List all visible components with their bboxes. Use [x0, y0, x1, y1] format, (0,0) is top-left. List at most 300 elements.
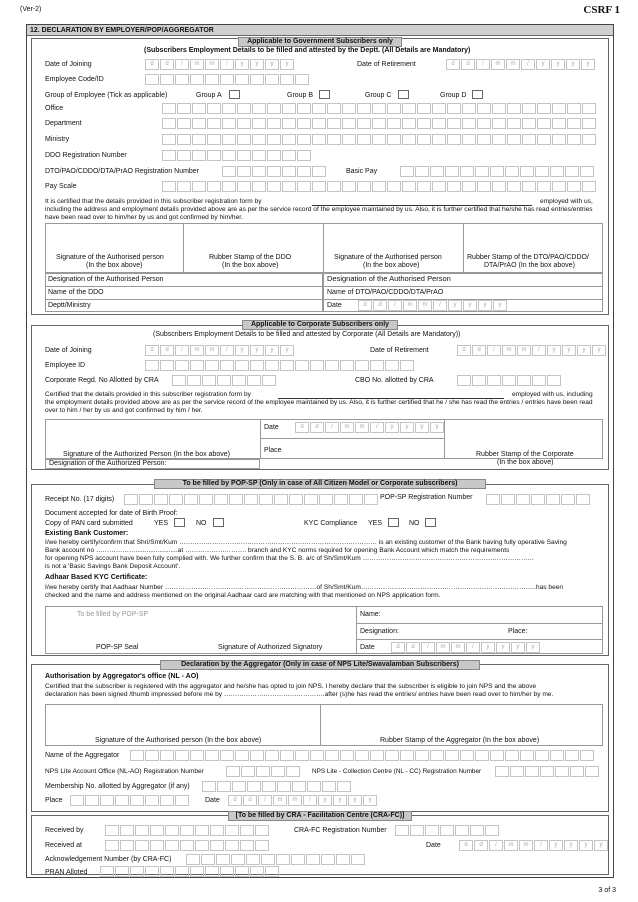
- char-cell[interactable]: [265, 360, 279, 371]
- char-cell[interactable]: [192, 150, 206, 161]
- cra-date-field[interactable]: [459, 840, 609, 851]
- char-cell[interactable]: [274, 494, 288, 505]
- date-char-cell[interactable]: /: [325, 422, 339, 433]
- char-cell[interactable]: [535, 750, 549, 761]
- char-cell[interactable]: [289, 494, 303, 505]
- char-cell[interactable]: [312, 134, 326, 145]
- char-cell[interactable]: [582, 181, 596, 192]
- char-cell[interactable]: [217, 375, 231, 386]
- gov-dor-field[interactable]: [446, 59, 596, 70]
- date-char-cell[interactable]: y: [333, 795, 347, 806]
- date-char-cell[interactable]: m: [205, 59, 219, 70]
- char-cell[interactable]: [190, 750, 204, 761]
- gov-department-field[interactable]: [162, 118, 597, 129]
- char-cell[interactable]: [355, 360, 369, 371]
- date-char-cell[interactable]: y: [526, 642, 540, 653]
- char-cell[interactable]: [292, 781, 306, 792]
- cra-received-by-field[interactable]: [105, 825, 270, 836]
- date-char-cell[interactable]: m: [504, 840, 518, 851]
- date-char-cell[interactable]: d: [446, 59, 460, 70]
- char-cell[interactable]: [342, 134, 356, 145]
- date-char-cell[interactable]: y: [265, 59, 279, 70]
- char-cell[interactable]: [297, 166, 311, 177]
- char-cell[interactable]: [565, 166, 579, 177]
- char-cell[interactable]: [202, 375, 216, 386]
- char-cell[interactable]: [547, 375, 561, 386]
- char-cell[interactable]: [580, 750, 594, 761]
- gov-ministry-field[interactable]: [162, 134, 597, 145]
- date-char-cell[interactable]: m: [506, 59, 520, 70]
- date-char-cell[interactable]: d: [145, 59, 159, 70]
- date-char-cell[interactable]: y: [581, 59, 595, 70]
- char-cell[interactable]: [532, 375, 546, 386]
- char-cell[interactable]: [145, 795, 159, 806]
- char-cell[interactable]: [280, 74, 294, 85]
- date-char-cell[interactable]: d: [228, 795, 242, 806]
- char-cell[interactable]: [255, 825, 269, 836]
- char-cell[interactable]: [282, 166, 296, 177]
- char-cell[interactable]: [162, 103, 176, 114]
- char-cell[interactable]: [357, 134, 371, 145]
- char-cell[interactable]: [570, 766, 584, 777]
- char-cell[interactable]: [162, 118, 176, 129]
- char-cell[interactable]: [477, 134, 491, 145]
- gov-ddo-reg-field[interactable]: [162, 150, 312, 161]
- char-cell[interactable]: [475, 166, 489, 177]
- char-cell[interactable]: [507, 134, 521, 145]
- char-cell[interactable]: [162, 134, 176, 145]
- char-cell[interactable]: [237, 166, 251, 177]
- char-cell[interactable]: [207, 103, 221, 114]
- char-cell[interactable]: [312, 103, 326, 114]
- char-cell[interactable]: [552, 118, 566, 129]
- char-cell[interactable]: [295, 750, 309, 761]
- date-char-cell[interactable]: /: [487, 345, 501, 356]
- char-cell[interactable]: [395, 825, 409, 836]
- char-cell[interactable]: [565, 750, 579, 761]
- date-char-cell[interactable]: /: [175, 59, 189, 70]
- date-char-cell[interactable]: /: [476, 59, 490, 70]
- char-cell[interactable]: [537, 134, 551, 145]
- char-cell[interactable]: [430, 166, 444, 177]
- char-cell[interactable]: [522, 181, 536, 192]
- char-cell[interactable]: [567, 103, 581, 114]
- char-cell[interactable]: [261, 854, 275, 865]
- agg-membership-field[interactable]: [202, 781, 352, 792]
- char-cell[interactable]: [282, 150, 296, 161]
- date-char-cell[interactable]: d: [295, 422, 309, 433]
- char-cell[interactable]: [325, 750, 339, 761]
- char-cell[interactable]: [217, 781, 231, 792]
- char-cell[interactable]: [175, 74, 189, 85]
- gov-pay-scale-field[interactable]: [162, 181, 597, 192]
- date-char-cell[interactable]: y: [562, 345, 576, 356]
- char-cell[interactable]: [195, 825, 209, 836]
- char-cell[interactable]: [472, 375, 486, 386]
- date-char-cell[interactable]: y: [566, 59, 580, 70]
- char-cell[interactable]: [250, 750, 264, 761]
- date-char-cell[interactable]: m: [273, 795, 287, 806]
- char-cell[interactable]: [145, 360, 159, 371]
- char-cell[interactable]: [207, 134, 221, 145]
- char-cell[interactable]: [550, 166, 564, 177]
- char-cell[interactable]: [276, 854, 290, 865]
- char-cell[interactable]: [337, 781, 351, 792]
- gov-basic-pay-field[interactable]: [400, 166, 595, 177]
- date-char-cell[interactable]: y: [348, 795, 362, 806]
- agg-place-field[interactable]: [70, 795, 190, 806]
- char-cell[interactable]: [130, 750, 144, 761]
- char-cell[interactable]: [342, 118, 356, 129]
- char-cell[interactable]: [229, 494, 243, 505]
- char-cell[interactable]: [160, 795, 174, 806]
- char-cell[interactable]: [225, 825, 239, 836]
- char-cell[interactable]: [477, 181, 491, 192]
- char-cell[interactable]: [232, 781, 246, 792]
- date-char-cell[interactable]: m: [451, 642, 465, 653]
- char-cell[interactable]: [222, 134, 236, 145]
- char-cell[interactable]: [262, 781, 276, 792]
- char-cell[interactable]: [349, 494, 363, 505]
- date-char-cell[interactable]: d: [310, 422, 324, 433]
- date-char-cell[interactable]: d: [472, 345, 486, 356]
- char-cell[interactable]: [231, 854, 245, 865]
- char-cell[interactable]: [247, 375, 261, 386]
- char-cell[interactable]: [510, 766, 524, 777]
- date-char-cell[interactable]: d: [459, 840, 473, 851]
- char-cell[interactable]: [175, 866, 189, 877]
- char-cell[interactable]: [252, 166, 266, 177]
- char-cell[interactable]: [507, 103, 521, 114]
- char-cell[interactable]: [492, 181, 506, 192]
- cra-ack-field[interactable]: [186, 854, 366, 865]
- gov-ddo-name[interactable]: Name of the DDO: [48, 289, 104, 296]
- char-cell[interactable]: [322, 781, 336, 792]
- char-cell[interactable]: [297, 118, 311, 129]
- char-cell[interactable]: [537, 118, 551, 129]
- char-cell[interactable]: [400, 750, 414, 761]
- char-cell[interactable]: [205, 866, 219, 877]
- date-char-cell[interactable]: d: [358, 300, 372, 311]
- cra-received-at-field[interactable]: [105, 840, 270, 851]
- char-cell[interactable]: [162, 181, 176, 192]
- char-cell[interactable]: [520, 750, 534, 761]
- char-cell[interactable]: [507, 181, 521, 192]
- char-cell[interactable]: [567, 181, 581, 192]
- char-cell[interactable]: [400, 166, 414, 177]
- date-char-cell[interactable]: y: [481, 642, 495, 653]
- char-cell[interactable]: [190, 74, 204, 85]
- char-cell[interactable]: [172, 375, 186, 386]
- char-cell[interactable]: [417, 118, 431, 129]
- char-cell[interactable]: [457, 375, 471, 386]
- char-cell[interactable]: [267, 134, 281, 145]
- char-cell[interactable]: [410, 825, 424, 836]
- char-cell[interactable]: [256, 766, 270, 777]
- char-cell[interactable]: [417, 181, 431, 192]
- date-char-cell[interactable]: /: [220, 345, 234, 356]
- char-cell[interactable]: [417, 134, 431, 145]
- char-cell[interactable]: [415, 750, 429, 761]
- corp-cbo-field[interactable]: [457, 375, 562, 386]
- char-cell[interactable]: [342, 181, 356, 192]
- char-cell[interactable]: [492, 134, 506, 145]
- char-cell[interactable]: [105, 825, 119, 836]
- date-char-cell[interactable]: m: [403, 300, 417, 311]
- char-cell[interactable]: [201, 854, 215, 865]
- date-char-cell[interactable]: y: [549, 840, 563, 851]
- char-cell[interactable]: [567, 134, 581, 145]
- char-cell[interactable]: [255, 840, 269, 851]
- date-char-cell[interactable]: d: [391, 642, 405, 653]
- date-char-cell[interactable]: y: [265, 345, 279, 356]
- char-cell[interactable]: [387, 103, 401, 114]
- char-cell[interactable]: [280, 750, 294, 761]
- date-char-cell[interactable]: y: [250, 345, 264, 356]
- char-cell[interactable]: [235, 866, 249, 877]
- char-cell[interactable]: [402, 118, 416, 129]
- char-cell[interactable]: [402, 181, 416, 192]
- date-char-cell[interactable]: d: [406, 642, 420, 653]
- date-char-cell[interactable]: /: [258, 795, 272, 806]
- char-cell[interactable]: [237, 134, 251, 145]
- char-cell[interactable]: [207, 118, 221, 129]
- char-cell[interactable]: [207, 150, 221, 161]
- char-cell[interactable]: [342, 103, 356, 114]
- char-cell[interactable]: [387, 118, 401, 129]
- char-cell[interactable]: [430, 750, 444, 761]
- date-char-cell[interactable]: d: [243, 795, 257, 806]
- char-cell[interactable]: [425, 825, 439, 836]
- char-cell[interactable]: [310, 360, 324, 371]
- date-char-cell[interactable]: y: [594, 840, 608, 851]
- cra-reg-field[interactable]: [395, 825, 500, 836]
- char-cell[interactable]: [387, 181, 401, 192]
- char-cell[interactable]: [192, 118, 206, 129]
- date-char-cell[interactable]: y: [478, 300, 492, 311]
- char-cell[interactable]: [120, 840, 134, 851]
- char-cell[interactable]: [160, 750, 174, 761]
- date-char-cell[interactable]: y: [385, 422, 399, 433]
- char-cell[interactable]: [517, 375, 531, 386]
- date-char-cell[interactable]: y: [551, 59, 565, 70]
- char-cell[interactable]: [432, 103, 446, 114]
- char-cell[interactable]: [291, 854, 305, 865]
- char-cell[interactable]: [585, 766, 599, 777]
- char-cell[interactable]: [417, 103, 431, 114]
- char-cell[interactable]: [282, 103, 296, 114]
- char-cell[interactable]: [237, 150, 251, 161]
- char-cell[interactable]: [402, 103, 416, 114]
- char-cell[interactable]: [525, 766, 539, 777]
- char-cell[interactable]: [370, 360, 384, 371]
- char-cell[interactable]: [462, 103, 476, 114]
- char-cell[interactable]: [445, 750, 459, 761]
- char-cell[interactable]: [267, 150, 281, 161]
- char-cell[interactable]: [205, 74, 219, 85]
- date-char-cell[interactable]: /: [433, 300, 447, 311]
- char-cell[interactable]: [310, 750, 324, 761]
- date-char-cell[interactable]: d: [461, 59, 475, 70]
- char-cell[interactable]: [130, 866, 144, 877]
- char-cell[interactable]: [160, 360, 174, 371]
- date-char-cell[interactable]: d: [160, 59, 174, 70]
- char-cell[interactable]: [502, 375, 516, 386]
- char-cell[interactable]: [180, 840, 194, 851]
- date-char-cell[interactable]: d: [373, 300, 387, 311]
- char-cell[interactable]: [85, 795, 99, 806]
- char-cell[interactable]: [372, 103, 386, 114]
- date-char-cell[interactable]: y: [463, 300, 477, 311]
- agg-nlcc-field[interactable]: [495, 766, 600, 777]
- gov-dto-reg-field[interactable]: [222, 166, 327, 177]
- char-cell[interactable]: [400, 360, 414, 371]
- char-cell[interactable]: [582, 103, 596, 114]
- char-cell[interactable]: [246, 854, 260, 865]
- char-cell[interactable]: [180, 825, 194, 836]
- char-cell[interactable]: [440, 825, 454, 836]
- char-cell[interactable]: [286, 766, 300, 777]
- gov-deptt-ministry[interactable]: Deptt/Ministry: [48, 302, 91, 309]
- date-char-cell[interactable]: /: [388, 300, 402, 311]
- char-cell[interactable]: [455, 825, 469, 836]
- char-cell[interactable]: [297, 181, 311, 192]
- date-char-cell[interactable]: y: [280, 345, 294, 356]
- date-char-cell[interactable]: y: [430, 422, 444, 433]
- char-cell[interactable]: [312, 181, 326, 192]
- char-cell[interactable]: [192, 181, 206, 192]
- char-cell[interactable]: [485, 825, 499, 836]
- pop-kyc-no-checkbox[interactable]: [425, 518, 436, 527]
- char-cell[interactable]: [490, 166, 504, 177]
- char-cell[interactable]: [555, 766, 569, 777]
- pop-pan-yes-checkbox[interactable]: [174, 518, 185, 527]
- char-cell[interactable]: [115, 866, 129, 877]
- char-cell[interactable]: [537, 103, 551, 114]
- date-char-cell[interactable]: y: [448, 300, 462, 311]
- date-char-cell[interactable]: /: [521, 59, 535, 70]
- char-cell[interactable]: [225, 840, 239, 851]
- date-char-cell[interactable]: /: [421, 642, 435, 653]
- date-char-cell[interactable]: y: [577, 345, 591, 356]
- char-cell[interactable]: [184, 494, 198, 505]
- char-cell[interactable]: [325, 360, 339, 371]
- char-cell[interactable]: [447, 134, 461, 145]
- char-cell[interactable]: [207, 181, 221, 192]
- char-cell[interactable]: [186, 854, 200, 865]
- gov-doj-field[interactable]: [145, 59, 295, 70]
- char-cell[interactable]: [237, 181, 251, 192]
- gov-empcode-field[interactable]: [145, 74, 310, 85]
- date-char-cell[interactable]: /: [532, 345, 546, 356]
- char-cell[interactable]: [432, 134, 446, 145]
- char-cell[interactable]: [490, 750, 504, 761]
- char-cell[interactable]: [477, 103, 491, 114]
- char-cell[interactable]: [327, 118, 341, 129]
- char-cell[interactable]: [150, 840, 164, 851]
- char-cell[interactable]: [340, 360, 354, 371]
- char-cell[interactable]: [432, 181, 446, 192]
- char-cell[interactable]: [364, 494, 378, 505]
- date-char-cell[interactable]: y: [511, 642, 525, 653]
- char-cell[interactable]: [120, 825, 134, 836]
- char-cell[interactable]: [135, 840, 149, 851]
- char-cell[interactable]: [552, 103, 566, 114]
- char-cell[interactable]: [282, 118, 296, 129]
- date-char-cell[interactable]: y: [280, 59, 294, 70]
- char-cell[interactable]: [475, 750, 489, 761]
- char-cell[interactable]: [522, 103, 536, 114]
- pop-receipt-field[interactable]: [124, 494, 379, 505]
- char-cell[interactable]: [235, 750, 249, 761]
- char-cell[interactable]: [537, 181, 551, 192]
- char-cell[interactable]: [340, 750, 354, 761]
- char-cell[interactable]: [336, 854, 350, 865]
- char-cell[interactable]: [237, 103, 251, 114]
- date-char-cell[interactable]: y: [318, 795, 332, 806]
- char-cell[interactable]: [492, 103, 506, 114]
- corp-dor-field[interactable]: [457, 345, 607, 356]
- pop-reg-field[interactable]: [486, 494, 591, 505]
- char-cell[interactable]: [522, 134, 536, 145]
- char-cell[interactable]: [357, 118, 371, 129]
- char-cell[interactable]: [175, 360, 189, 371]
- date-char-cell[interactable]: y: [579, 840, 593, 851]
- char-cell[interactable]: [432, 118, 446, 129]
- date-char-cell[interactable]: /: [370, 422, 384, 433]
- char-cell[interactable]: [447, 118, 461, 129]
- date-char-cell[interactable]: y: [493, 300, 507, 311]
- date-char-cell[interactable]: d: [160, 345, 174, 356]
- char-cell[interactable]: [232, 375, 246, 386]
- char-cell[interactable]: [567, 118, 581, 129]
- char-cell[interactable]: [447, 181, 461, 192]
- date-char-cell[interactable]: m: [355, 422, 369, 433]
- date-char-cell[interactable]: m: [288, 795, 302, 806]
- char-cell[interactable]: [265, 750, 279, 761]
- char-cell[interactable]: [252, 118, 266, 129]
- char-cell[interactable]: [385, 360, 399, 371]
- char-cell[interactable]: [304, 494, 318, 505]
- char-cell[interactable]: [462, 118, 476, 129]
- char-cell[interactable]: [160, 74, 174, 85]
- corp-regd-field[interactable]: [172, 375, 277, 386]
- char-cell[interactable]: [190, 866, 204, 877]
- date-char-cell[interactable]: y: [547, 345, 561, 356]
- char-cell[interactable]: [277, 781, 291, 792]
- char-cell[interactable]: [259, 494, 273, 505]
- char-cell[interactable]: [460, 750, 474, 761]
- agg-name-field[interactable]: [130, 750, 595, 761]
- date-char-cell[interactable]: m: [491, 59, 505, 70]
- date-char-cell[interactable]: /: [303, 795, 317, 806]
- char-cell[interactable]: [250, 74, 264, 85]
- char-cell[interactable]: [550, 750, 564, 761]
- char-cell[interactable]: [334, 494, 348, 505]
- char-cell[interactable]: [282, 181, 296, 192]
- date-char-cell[interactable]: m: [205, 345, 219, 356]
- char-cell[interactable]: [165, 840, 179, 851]
- char-cell[interactable]: [262, 375, 276, 386]
- char-cell[interactable]: [282, 134, 296, 145]
- gov-designation-right[interactable]: Designation of the Authorised Person: [327, 274, 451, 283]
- char-cell[interactable]: [460, 166, 474, 177]
- gov-designation-left[interactable]: Designation of the Authorised Person: [48, 276, 164, 283]
- char-cell[interactable]: [265, 74, 279, 85]
- char-cell[interactable]: [462, 181, 476, 192]
- corp-date-field[interactable]: [295, 422, 445, 433]
- char-cell[interactable]: [370, 750, 384, 761]
